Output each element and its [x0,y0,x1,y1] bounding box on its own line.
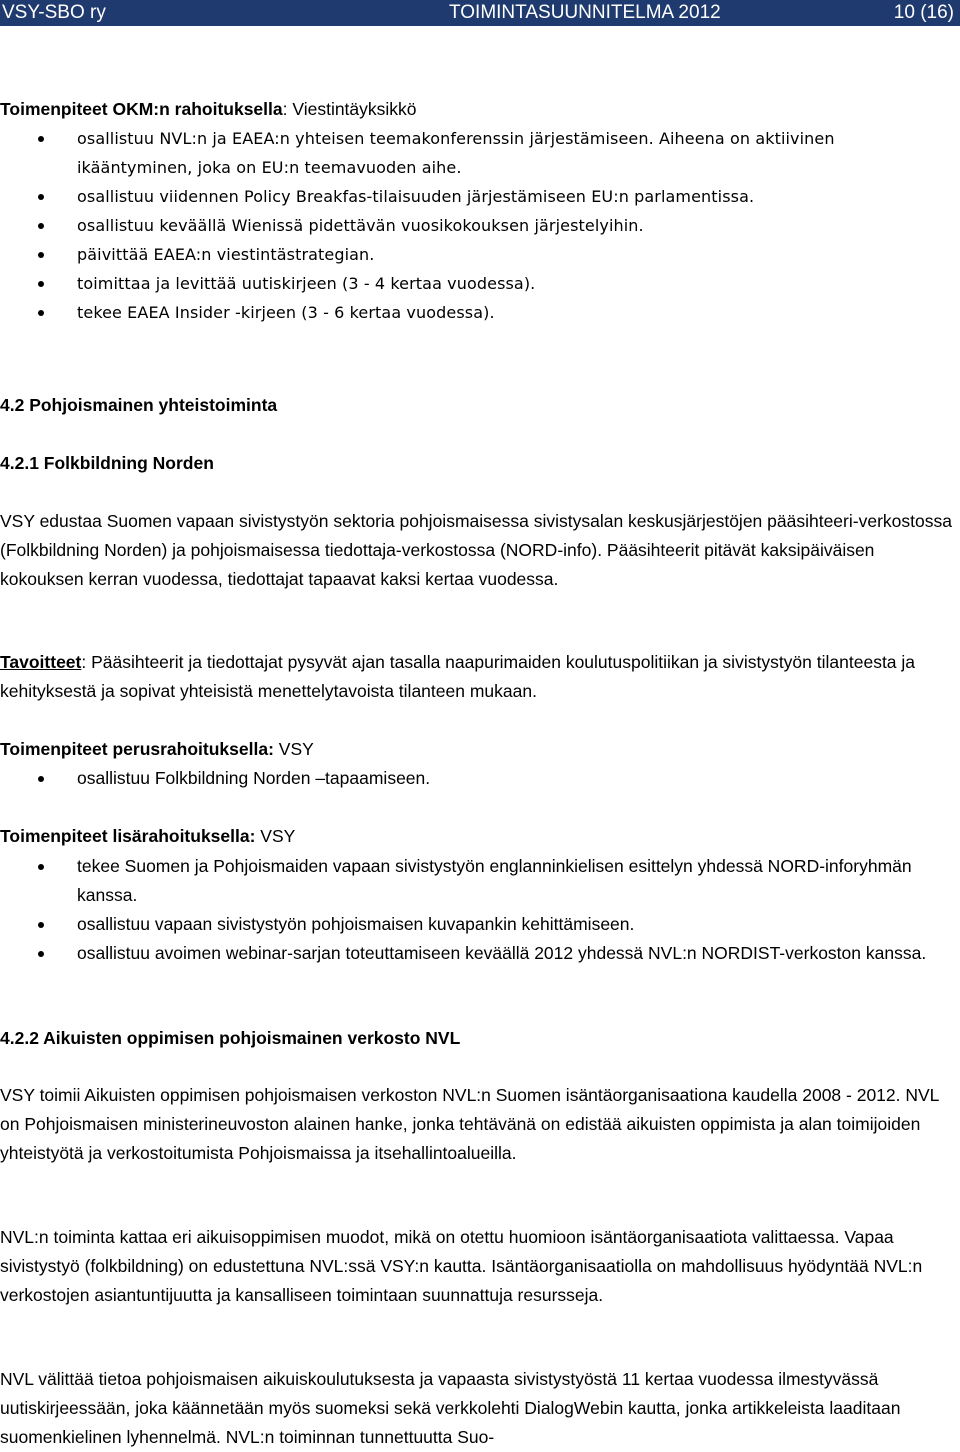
bullet-icon [38,922,44,928]
list-item: osallistuu NVL:n ja EAEA:n yhteisen teemakonferenssin järjestämiseen. Aiheena on aktiivinen ikääntyminen, joka on EU:n teemavuoden aihe. [0,124,952,182]
folkbildning-intro-paragraph: VSY edustaa Suomen vapaan sivistystyön sektoria pohjoismaisessa sivistysalan keskusjärjestöjen pääsihteeri-verkostossa (Folkbildning Norden) ja pohjoismaisessa tiedottaja-verkostossa (NORD-info). Pääsihteerit pitävät kaksipäiväisen kokouksen kerran vuodessa, tiedottajat tapaavat kaksi kertaa vuodessa. [0,511,952,589]
bullet-icon [38,864,44,870]
nvl-paragraph-3: NVL välittää tietoa pohjoismaisen aikuiskoulutuksesta ja vapaasta sivistystyöstä 11 kertaa vuodessa ilmestyvässä uutiskirjeessään, joka käännetään myös suomeksi sekä verkkolehti DialogWebin kautta, jonka artikkeleista laaditaan suomenkielinen lyhennelmä. NVL:n toiminnan tunnettuutta Suo- [0,1369,901,1447]
header-page-number: 10 (16) [893,2,954,23]
bullet-icon [38,951,44,957]
nvl-paragraph-1: VSY toimii Aikuisten oppimisen pohjoismaisen verkoston NVL:n Suomen isäntäorganisaationa kaudella 2008 - 2012. NVL on Pohjoismaisen ministerineuvoston alainen hanke, jonka tehtävänä on edistää aikuisten oppimista ja alan toimijoiden yhteistyötä ja verkostoitumista Pohjoismaissa ja itsehallintoalueilla. [0,1085,939,1163]
list-item: päivittää EAEA:n viestintästrategian. [0,240,952,269]
okm-measures-heading: Toimenpiteet OKM:n rahoituksella: Viestintäyksikkö [0,99,417,119]
section-4-2-1-heading: 4.2.1 Folkbildning Norden [0,453,214,473]
list-item: osallistuu Folkbildning Norden –tapaamiseen. [0,764,952,793]
extra-funding-heading: Toimenpiteet lisärahoituksella: VSY [0,826,296,846]
list-item: toimittaa ja levittää uutiskirjeen (3 - 4 kertaa vuodessa). [0,269,952,298]
list-item: osallistuu avoimen webinar-sarjan toteuttamiseen keväällä 2012 yhdessä NVL:n NORDIST-verkoston kanssa. [0,939,952,968]
basic-funding-list [0,764,952,793]
goals-label: Tavoitteet [0,652,82,672]
bullet-icon [38,136,44,142]
nvl-paragraph-2: NVL:n toiminta kattaa eri aikuisoppimisen muodot, mikä on otettu huomioon isäntäorganisaatiota valittaessa. Vapaa sivistystyö (folkbildning) on edustettuna NVL:ssä VSY:n kautta. Isäntäorganisaatiolla on mahdollisuus hyödyntää NVL:n verkostojen asiantuntijuutta ja kansalliseen toimintaan suunnattuja resursseja. [0,1227,923,1305]
page-header [0,0,960,26]
header-organization: VSY-SBO ry [2,2,106,23]
section-4-2-2-heading: 4.2.2 Aikuisten oppimisen pohjoismainen verkosto NVL [0,1028,461,1048]
list-item: osallistuu vapaan sivistystyön pohjoismaisen kuvapankin kehittämiseen. [0,910,952,939]
okm-measures-block [0,95,952,327]
extra-funding-list [0,851,952,968]
extra-funding-block [0,822,952,968]
header-document-title: TOIMINTASUUNNITELMA 2012 [449,2,721,23]
section-4-2-heading: 4.2 Pohjoismainen yhteistoiminta [0,395,278,415]
list-item: osallistuu viidennen Policy Breakfas-tilaisuuden järjestämiseen EU:n parlamentissa. [0,182,952,211]
list-item: tekee EAEA Insider -kirjeen (3 - 6 kertaa vuodessa). [0,298,952,327]
bullet-icon [38,776,44,782]
list-item: tekee Suomen ja Pohjoismaiden vapaan sivistystyön englanninkielisen esittelyn yhdessä NORD-inforyhmän kanssa. [0,852,952,910]
goals-paragraph: Tavoitteet: Pääsihteerit ja tiedottajat pysyvät ajan tasalla naapurimaiden koulutuspolitiikan ja sivistystyön tilanteesta ja kehityksestä ja sopivat yhteisistä menettelytavoista tilanteen mukaan. [0,652,916,701]
bullet-icon [38,194,44,200]
okm-measures-list [0,124,952,327]
bullet-icon [38,252,44,258]
list-item: osallistuu keväällä Wienissä pidettävän vuosikokouksen järjestelyihin. [0,211,952,240]
bullet-icon [38,223,44,229]
bullet-icon [38,281,44,287]
bullet-icon [38,310,44,316]
basic-funding-heading: Toimenpiteet perusrahoituksella: VSY [0,739,314,759]
basic-funding-block [0,735,952,793]
